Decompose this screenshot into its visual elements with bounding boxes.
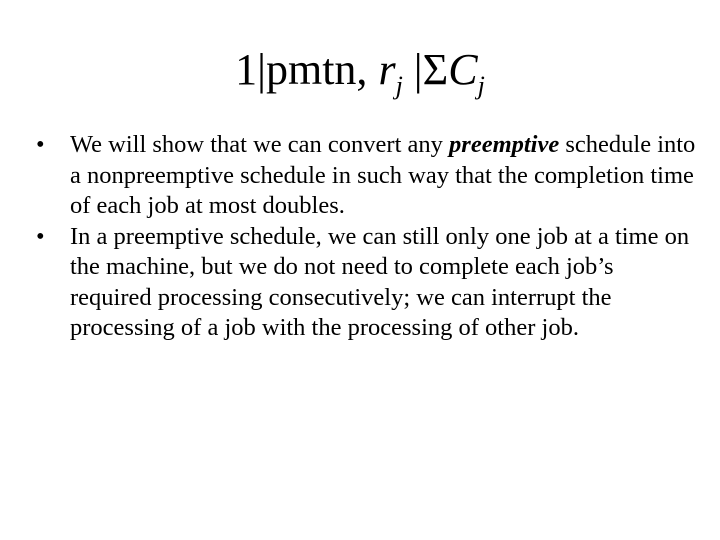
- bullet-1-text-start: We will show that we can convert any: [70, 131, 450, 158]
- bullet-2-text: In a preemptive schedule, we can still only one job at a time on the machine, but we do not need to complete each job’s required processing consecutively; we can interrupt the processing of a job with the processing of other job.: [70, 222, 690, 341]
- bullet-1-emphasis: preemptive: [449, 131, 560, 158]
- slide-title: [0, 40, 720, 100]
- bullet-list: [36, 130, 696, 344]
- bullet-item-1: [36, 130, 696, 222]
- title-c-subscript: j: [477, 71, 485, 100]
- bullet-item-2: [36, 222, 696, 344]
- bullet-marker: •: [36, 222, 45, 250]
- title-r: r: [378, 45, 396, 94]
- title-c: C: [448, 45, 478, 94]
- title-r-subscript: j: [395, 71, 403, 100]
- bullet-1-text-end: schedule into a nonpreemptive schedule in such way that the completion time of each job at most doubles.: [70, 131, 696, 219]
- title-separator: |Σ: [402, 45, 449, 94]
- title-prefix: 1|pmtn,: [235, 45, 379, 94]
- bullet-marker: •: [36, 131, 45, 158]
